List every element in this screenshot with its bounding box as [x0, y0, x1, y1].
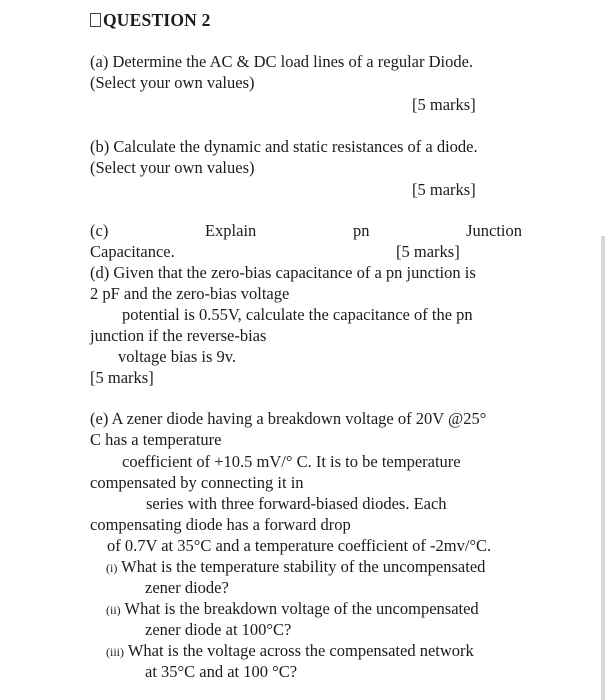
- part-b-line-1: (b) Calculate the dynamic and static resistances of a diode.: [90, 137, 478, 156]
- part-c-word-2: Explain: [204, 221, 257, 240]
- part-d-line-1: (d) Given that the zero-bias capacitance of a pn junction is: [90, 263, 476, 282]
- part-b-marks: [5 marks]: [412, 180, 476, 199]
- sub-i-line-1: What is the temperature stability of the uncompensated: [121, 557, 486, 576]
- sub-ii-line-1: What is the breakdown voltage of the uncompensated: [124, 599, 479, 618]
- part-d-line-2: 2 pF and the zero-bias voltage: [90, 284, 290, 303]
- part-e-sub-ii: [106, 599, 479, 620]
- part-b-line-2: (Select your own values): [90, 158, 255, 177]
- part-e-sub-iii: [106, 641, 474, 662]
- sub-ii-label: (ii): [106, 603, 121, 617]
- sub-iii-line-1: What is the voltage across the compensated network: [127, 641, 474, 660]
- sub-ii-line-2: zener diode at 100°C?: [145, 620, 292, 639]
- sub-iii-line-2: at 35°C and at 100 °C?: [145, 662, 298, 681]
- part-e-line-7: of 0.7V at 35°C and a temperature coefficient of -2mv/°C.: [107, 536, 492, 555]
- part-e-sub-i: [106, 557, 485, 578]
- part-e-line-5: series with three forward-biased diodes. Each: [146, 494, 447, 513]
- part-a-marks: [5 marks]: [412, 95, 476, 114]
- part-d-line-4: junction if the reverse-bias: [90, 326, 267, 345]
- scrollbar[interactable]: [601, 236, 605, 700]
- part-c-marks: [5 marks]: [396, 242, 460, 261]
- sub-i-line-2: zener diode?: [145, 578, 229, 597]
- sub-i-label: (i): [106, 561, 118, 575]
- part-e-line-1: (e) A zener diode having a breakdown voltage of 20V @25°: [90, 409, 487, 428]
- part-c-word-3: pn: [352, 221, 370, 240]
- part-d-line-3: potential is 0.55V, calculate the capacitance of the pn: [122, 305, 473, 324]
- question-title: QUESTION 2: [90, 10, 211, 31]
- part-c-line-2: Capacitance.: [90, 242, 175, 261]
- part-a-line-1: (a) Determine the AC & DC load lines of a regular Diode.: [90, 52, 474, 71]
- part-c-word-4: Junction: [466, 221, 522, 240]
- part-c-word-1: (c): [90, 221, 109, 240]
- part-d-marks: [5 marks]: [90, 368, 154, 387]
- part-a-line-2: (Select your own values): [90, 73, 255, 92]
- part-c-line-1: [90, 221, 522, 241]
- part-e-line-6: compensating diode has a forward drop: [90, 515, 351, 534]
- part-d-line-5: voltage bias is 9v.: [118, 347, 237, 366]
- checkbox-glyph-icon: [90, 13, 101, 27]
- part-e-line-4: compensated by connecting it in: [90, 473, 304, 492]
- part-e-line-3: coefficient of +10.5 mV/° C. It is to be temperature: [122, 452, 461, 471]
- part-e-line-2: C has a temperature: [90, 430, 222, 449]
- sub-iii-label: (iii): [106, 645, 124, 659]
